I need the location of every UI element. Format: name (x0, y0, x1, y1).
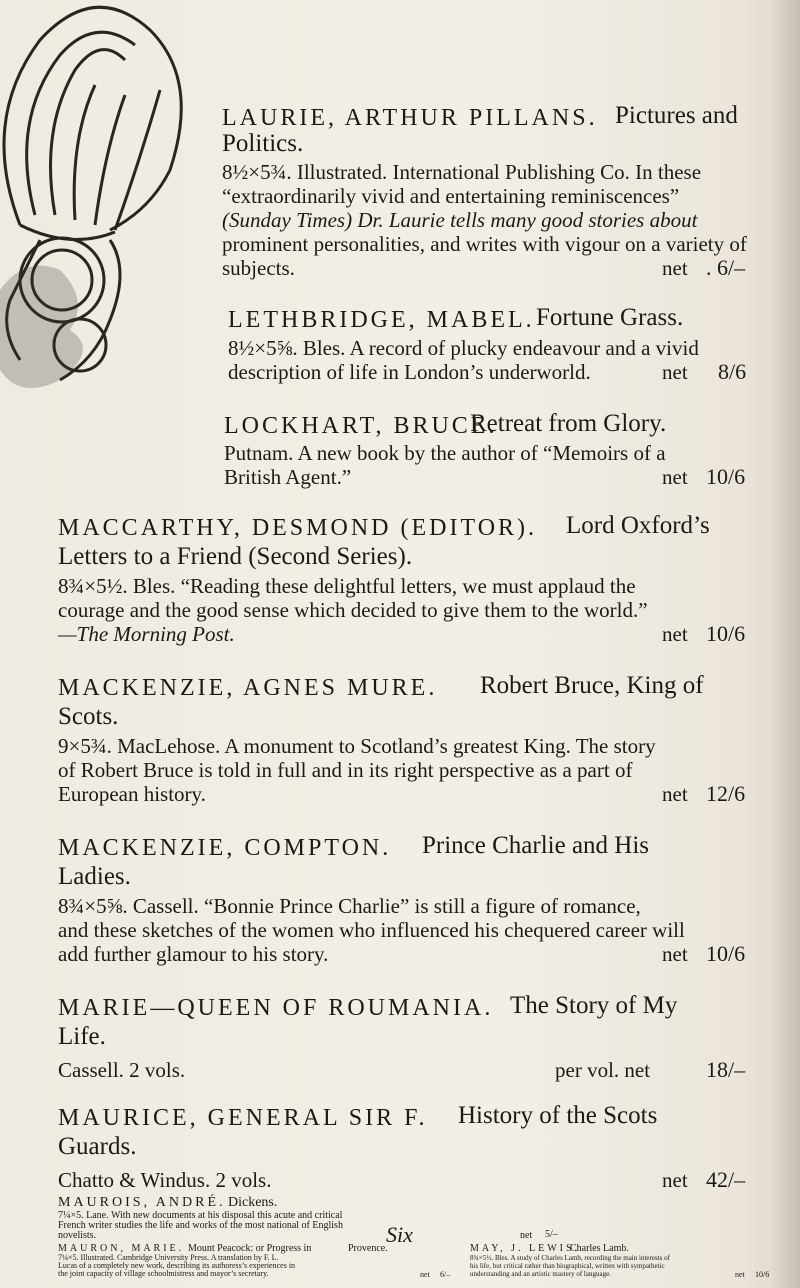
price: . 6/– (706, 255, 746, 280)
entry-desc-line: 8¾×5½. Bles. “Reading these delightful letters, we must applaud the (58, 574, 636, 598)
entry-desc-line: add further glamour to his story. (58, 942, 329, 966)
price: 6/– (440, 1270, 451, 1279)
entry-desc-line: “extraordinarily vivid and entertaining reminiscences” (222, 184, 680, 208)
entry-desc-line: 8¾×5½. Bles. A study of Charles Lamb, recording the main interests of (470, 1254, 670, 1262)
entry-desc-line: European history. (58, 782, 206, 806)
entry-author: MAURICE, GENERAL SIR F. (58, 1105, 428, 1131)
net-label: net (662, 942, 688, 966)
entry-desc-line: 8¾×5⅝. Cassell. “Bonnie Prince Charlie” is still a figure of romance, (58, 894, 641, 918)
balloon-ornament-icon (0, 0, 220, 420)
entry-desc-line: prominent personalities, and writes with vigour on a variety of (222, 232, 747, 256)
entry-title: History of the Scots (458, 1102, 658, 1129)
entry-desc-line: —The Morning Post. (58, 622, 235, 646)
net-label: net (420, 1270, 430, 1279)
net-label: net (735, 1270, 745, 1279)
net-label: net (662, 1168, 688, 1192)
entry-title-cont: Politics. (222, 130, 304, 157)
entry-title: Fortune Grass. (536, 304, 684, 331)
price: 42/– (706, 1167, 746, 1192)
price: 5/– (545, 1229, 558, 1240)
price: 12/6 (706, 781, 746, 806)
entry-title: Retreat from Glory. (470, 410, 667, 437)
entry-desc-line: 7¼×5. Lane. With new documents at his disposal this acute and critical (58, 1210, 343, 1221)
entry-desc-line: Cassell. 2 vols. (58, 1058, 186, 1082)
net-label: per vol. net (555, 1058, 651, 1082)
entry-author: LETHBRIDGE, MABEL. (228, 307, 535, 333)
price: 18/– (706, 1057, 746, 1082)
price: 8/6 (718, 359, 747, 384)
entry-author: MACCARTHY, DESMOND (EDITOR). (58, 515, 538, 541)
entry-desc-line: of Robert Bruce is told in full and in its right perspective as a part of (58, 758, 633, 782)
entry-title-cont: Ladies. (58, 863, 131, 890)
entry-title: Charles Lamb. (570, 1243, 629, 1254)
entry-desc-line: novelists. (58, 1230, 97, 1241)
net-label: net (662, 360, 688, 384)
entry-title-cont: Provence. (348, 1243, 388, 1254)
entry-author: MARIE—QUEEN OF ROUMANIA. (58, 995, 494, 1021)
price: 10/6 (706, 621, 746, 646)
entry-author: MAUROIS, ANDRÉ. (58, 1195, 226, 1210)
entry-title: The Story of My (510, 992, 678, 1019)
entry-title: Mount Peacock: or Progress in (188, 1243, 312, 1254)
entry-title: Pictures and (615, 102, 738, 129)
entry-desc-line: (Sunday Times) Dr. Laurie tells many good stories about (222, 208, 698, 232)
entry-desc-line: Chatto & Windus. 2 vols. (58, 1168, 272, 1192)
entry-desc-line: description of life in London’s underworld. (228, 360, 591, 384)
entry-author: MACKENZIE, COMPTON. (58, 835, 392, 861)
entry-title-cont: Letters to a Friend (Second Series). (58, 543, 413, 570)
entry-author: MACKENZIE, AGNES MURE. (58, 675, 438, 701)
net-label: net (662, 622, 688, 646)
entry-author: MAURON, MARIE. (58, 1243, 185, 1254)
page-number: Six (386, 1222, 413, 1247)
entry-author: LOCKHART, BRUCE. (224, 413, 498, 439)
entry-title-cont: Scots. (58, 703, 119, 730)
entry-desc-line: courage and the good sense which decided to give them to the world.” (58, 598, 648, 622)
entry-desc-line: 8½×5⅝. Bles. A record of plucky endeavour and a vivid (228, 336, 699, 360)
entry-desc-line: the joint capacity of village schoolmistress and mayor’s secretary. (58, 1269, 269, 1278)
entry-title: Prince Charlie and His (422, 832, 650, 859)
entry-author: MAY, J. LEWIS. (470, 1243, 581, 1254)
entry-desc-line: Lucas of a completely new work, describing its authoress’s experiences in (58, 1261, 296, 1270)
entry-title: Robert Bruce, King of (480, 672, 704, 699)
entry-desc-line: and these sketches of the women who influenced his chequered career will (58, 918, 685, 942)
net-label: net (662, 465, 688, 489)
entry-desc-line: his life, but critical rather than biographical, written with sympathetic (470, 1262, 665, 1270)
entry-title: Dickens. (228, 1195, 278, 1210)
entry-title: Lord Oxford’s (566, 512, 710, 539)
entry-desc-line: French writer studies the life and works of the most national of English (58, 1220, 343, 1231)
entry-desc-line: 9×5¾. MacLehose. A monument to Scotland’s greatest King. The story (58, 734, 656, 758)
entry-title-cont: Guards. (58, 1133, 137, 1160)
entry-title-cont: Life. (58, 1023, 106, 1050)
page-edge-shadow (770, 0, 800, 1288)
net-label: net (520, 1230, 533, 1241)
entry-desc-line: Putnam. A new book by the author of “Memoirs of a (224, 441, 666, 465)
price: 10/6 (706, 941, 746, 966)
entry-desc-line: subjects. (222, 256, 295, 280)
net-label: net (662, 256, 688, 280)
price: 10/6 (706, 464, 746, 489)
entry-desc-line: 8½×5¾. Illustrated. International Publishing Co. In these (222, 160, 702, 184)
price: 10/6 (755, 1270, 770, 1279)
entry-desc-line: understanding and an artistic mastery of language. (470, 1270, 611, 1278)
entry-desc-line: 7¼×5. Illustrated. Cambridge University Press. A translation by F. L. (58, 1253, 279, 1262)
entry-desc-line: British Agent.” (224, 465, 352, 489)
entry-author: LAURIE, ARTHUR PILLANS. (222, 105, 598, 131)
net-label: net (662, 782, 688, 806)
